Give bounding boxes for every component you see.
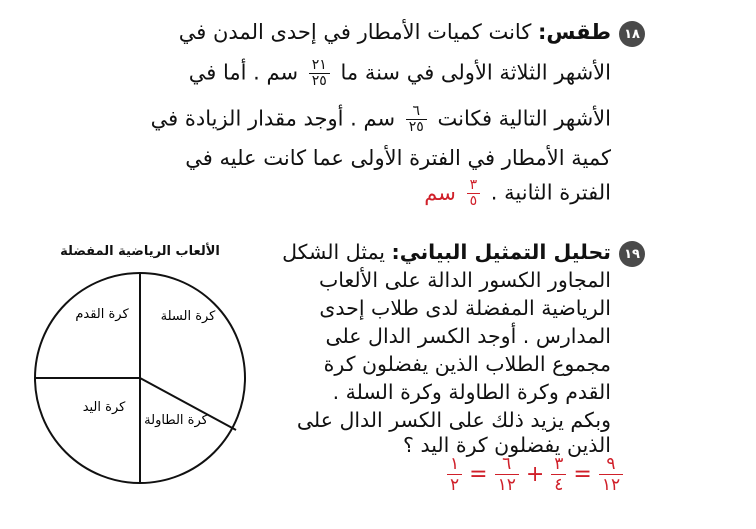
q19-line-5: مجموع الطلاب الذين يفضلون كرة bbox=[323, 352, 611, 376]
q19-line-2: المجاور الكسور الدالة على الألعاب bbox=[319, 268, 611, 292]
q18-text-3a: الأشهر التالية فكانت bbox=[437, 106, 611, 131]
pie-label-handball: كرة اليد bbox=[82, 400, 126, 415]
q18-fraction-1-den: ٢٥ bbox=[309, 73, 330, 89]
q18-text-5: الفترة الثانية . bbox=[490, 180, 611, 205]
pie-label-basketball: كرة السلة bbox=[160, 309, 216, 324]
q19-title: تحليل التمثيل البياني: bbox=[391, 240, 611, 264]
question-19-badge: ١٩ bbox=[619, 241, 645, 267]
eq-fraction-c-den: ٤ bbox=[551, 474, 566, 495]
question-18-badge: ١٨ bbox=[619, 21, 645, 47]
eq-fraction-b-num: ٦ bbox=[502, 454, 512, 474]
eq-fraction-a-den: ٢ bbox=[447, 474, 462, 495]
pie-title: الألعاب الرياضية المفضلة bbox=[60, 244, 220, 259]
pie-label-tabletennis: كرة الطاولة bbox=[144, 413, 208, 428]
eq-equals-2: = bbox=[573, 462, 592, 487]
eq-fraction-a-num: ١ bbox=[450, 454, 460, 474]
q19-line-8: الذين يفضلون كرة اليد ؟ bbox=[403, 433, 611, 457]
q18-title: طقس: bbox=[538, 20, 611, 44]
q18-text-4: كمية الأمطار في الفترة الأولى عما كانت عليه في bbox=[185, 146, 611, 170]
q18-text-2b: سم . أما في bbox=[188, 60, 299, 85]
q18-answer-num: ٣ bbox=[469, 177, 478, 193]
q18-text-2a: الأشهر الثلاثة الأولى في سنة ما bbox=[340, 60, 611, 85]
q18-answer-unit: سم bbox=[424, 180, 456, 205]
q19-line-3: الرياضية المفضلة لدى طلاب إحدى bbox=[319, 296, 611, 320]
eq-fraction-d-num: ٩ bbox=[606, 454, 616, 474]
eq-fraction-b-den: ١٢ bbox=[495, 474, 519, 495]
q19-line-6: القدم وكرة الطاولة وكرة السلة . bbox=[332, 380, 611, 404]
q18-text-1: كانت كميات الأمطار في إحدى المدن في bbox=[178, 20, 532, 44]
pie-label-football: كرة القدم bbox=[75, 307, 129, 322]
eq-plus: + bbox=[525, 462, 545, 487]
q19-text-1: يمثل الشكل bbox=[282, 240, 386, 264]
q18-answer-den: ٥ bbox=[467, 193, 481, 209]
eq-fraction-d-den: ١٢ bbox=[599, 474, 623, 495]
q19-line-7: وبكم يزيد ذلك على الكسر الدال على bbox=[296, 408, 611, 432]
q18-fraction-1-num: ٢١ bbox=[311, 57, 327, 73]
eq-fraction-c-num: ٣ bbox=[554, 454, 564, 474]
q18-fraction-2-num: ٦ bbox=[412, 103, 421, 119]
q19-line-4: المدارس . أوجد الكسر الدال على bbox=[325, 324, 611, 348]
eq-equals-1: = bbox=[469, 462, 488, 487]
q18-fraction-2-den: ٢٥ bbox=[406, 119, 427, 135]
q18-text-3b: سم . أوجد مقدار الزيادة في bbox=[150, 106, 396, 131]
